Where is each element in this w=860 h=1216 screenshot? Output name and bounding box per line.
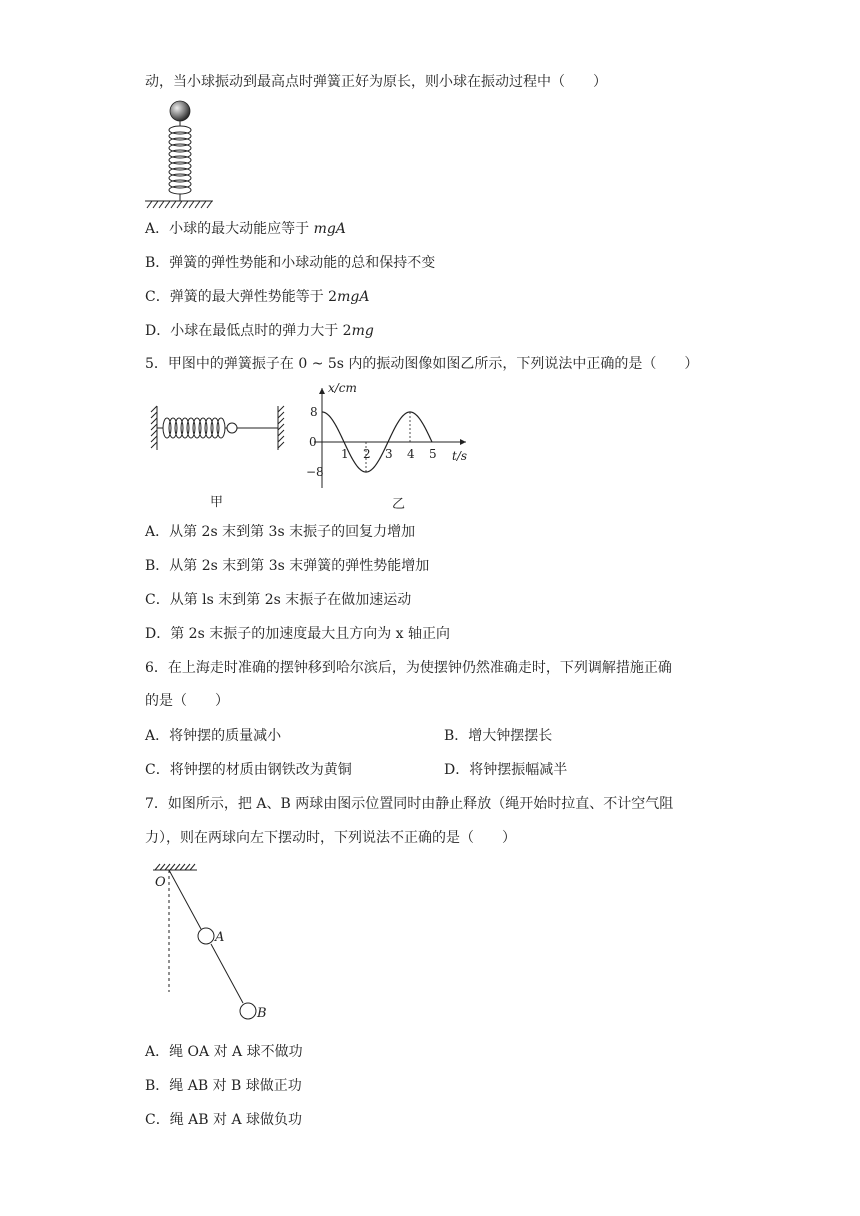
q6-option-a[interactable]: A．将钟摆的质量减小 <box>145 728 282 744</box>
q4-option-b[interactable]: B．弹簧的弹性势能和小球动能的总和保持不变 <box>145 255 436 271</box>
horizontal-spring-oscillator-figure <box>150 404 288 512</box>
fig-yi-label: 乙 <box>392 497 406 512</box>
q6-option-c[interactable]: C．将钟摆的材质由钢铁改为黄铜 <box>145 762 352 778</box>
ceiling-hatch <box>153 864 197 870</box>
q5-option-a[interactable]: A．从第 2s 末到第 3s 末振子的回复力增加 <box>145 524 416 540</box>
x-tick-label: 0 <box>309 435 317 449</box>
q6-stem-line2: 的是（ ） <box>145 693 229 709</box>
horizontal-spring <box>157 418 227 438</box>
q7-stem-line1: 7．如图所示，把 A、B 两球由图示位置同时由静止释放（绳开始时拉直、不计空气阻 <box>145 796 674 812</box>
oscillation-chart <box>300 378 480 512</box>
y-tick-label: 8 <box>310 405 318 419</box>
q7-option-a[interactable]: A．绳 OA 对 A 球不做功 <box>145 1044 303 1060</box>
oscillator-ball <box>227 423 237 433</box>
x-tick-label: 3 <box>385 447 393 461</box>
q5-option-b[interactable]: B．从第 2s 末到第 3s 末弹簧的弹性势能增加 <box>145 558 430 574</box>
vertical-spring <box>169 121 191 201</box>
right-wall <box>278 406 284 450</box>
ball-b <box>240 1003 256 1019</box>
label-o: O <box>155 875 166 890</box>
x-axis-label: t/s <box>452 449 468 463</box>
x-tick-label: 5 <box>429 447 437 461</box>
q4-option-d[interactable]: D．小球在最低点时的弹力大于 2mg <box>145 323 374 339</box>
ball <box>170 101 190 121</box>
x-tick-label: 4 <box>407 447 415 461</box>
string-oa <box>169 870 201 929</box>
y-axis-label: x/cm <box>328 381 357 395</box>
ground-hatch <box>145 201 213 208</box>
q6-stem-line1: 6．在上海走时准确的摆钟移到哈尔滨后，为使摆钟仍然准确走时，下列调解措施正确 <box>145 660 672 676</box>
label-a: A <box>215 930 225 945</box>
y-tick-label: −8 <box>306 465 324 479</box>
left-wall <box>151 406 157 450</box>
q6-option-d[interactable]: D．将钟摆振幅减半 <box>444 762 568 778</box>
q6-option-b[interactable]: B．增大钟摆摆长 <box>444 728 553 744</box>
ball-a <box>198 928 214 944</box>
q4-option-a[interactable]: A．小球的最大动能应等于 mgA <box>145 221 346 237</box>
q5-option-c[interactable]: C．从第 ls 末到第 2s 末振子在做加速运动 <box>145 592 412 608</box>
q5-stem: 5．甲图中的弹簧振子在 0 ~ 5s 内的振动图像如图乙所示，下列说法中正确的是（ ） <box>145 356 699 372</box>
x-tick-label: 1 <box>341 447 349 461</box>
label-b: B <box>257 1006 267 1021</box>
fig-jia-label: 甲 <box>210 495 224 510</box>
q7-option-b[interactable]: B．绳 AB 对 B 球做正功 <box>145 1078 302 1094</box>
x-tick-label: 2 <box>363 447 371 461</box>
string-ab <box>211 944 243 1003</box>
q7-stem-line2: 力），则在两球向左下摆动时，下列说法不正确的是（ ） <box>145 830 516 846</box>
q7-option-c[interactable]: C．绳 AB 对 A 球做负功 <box>145 1112 303 1128</box>
q4-option-c[interactable]: C．弹簧的最大弹性势能等于 2mgA <box>145 289 370 305</box>
q5-option-d[interactable]: D．第 2s 末振子的加速度最大且方向为 x 轴正向 <box>145 626 451 642</box>
q4-stem-tail: 动，当小球振动到最高点时弹簧正好为原长，则小球在振动过程中（ ） <box>145 74 607 90</box>
pendulum-figure <box>145 862 275 1026</box>
spring-ball-figure <box>145 98 217 210</box>
